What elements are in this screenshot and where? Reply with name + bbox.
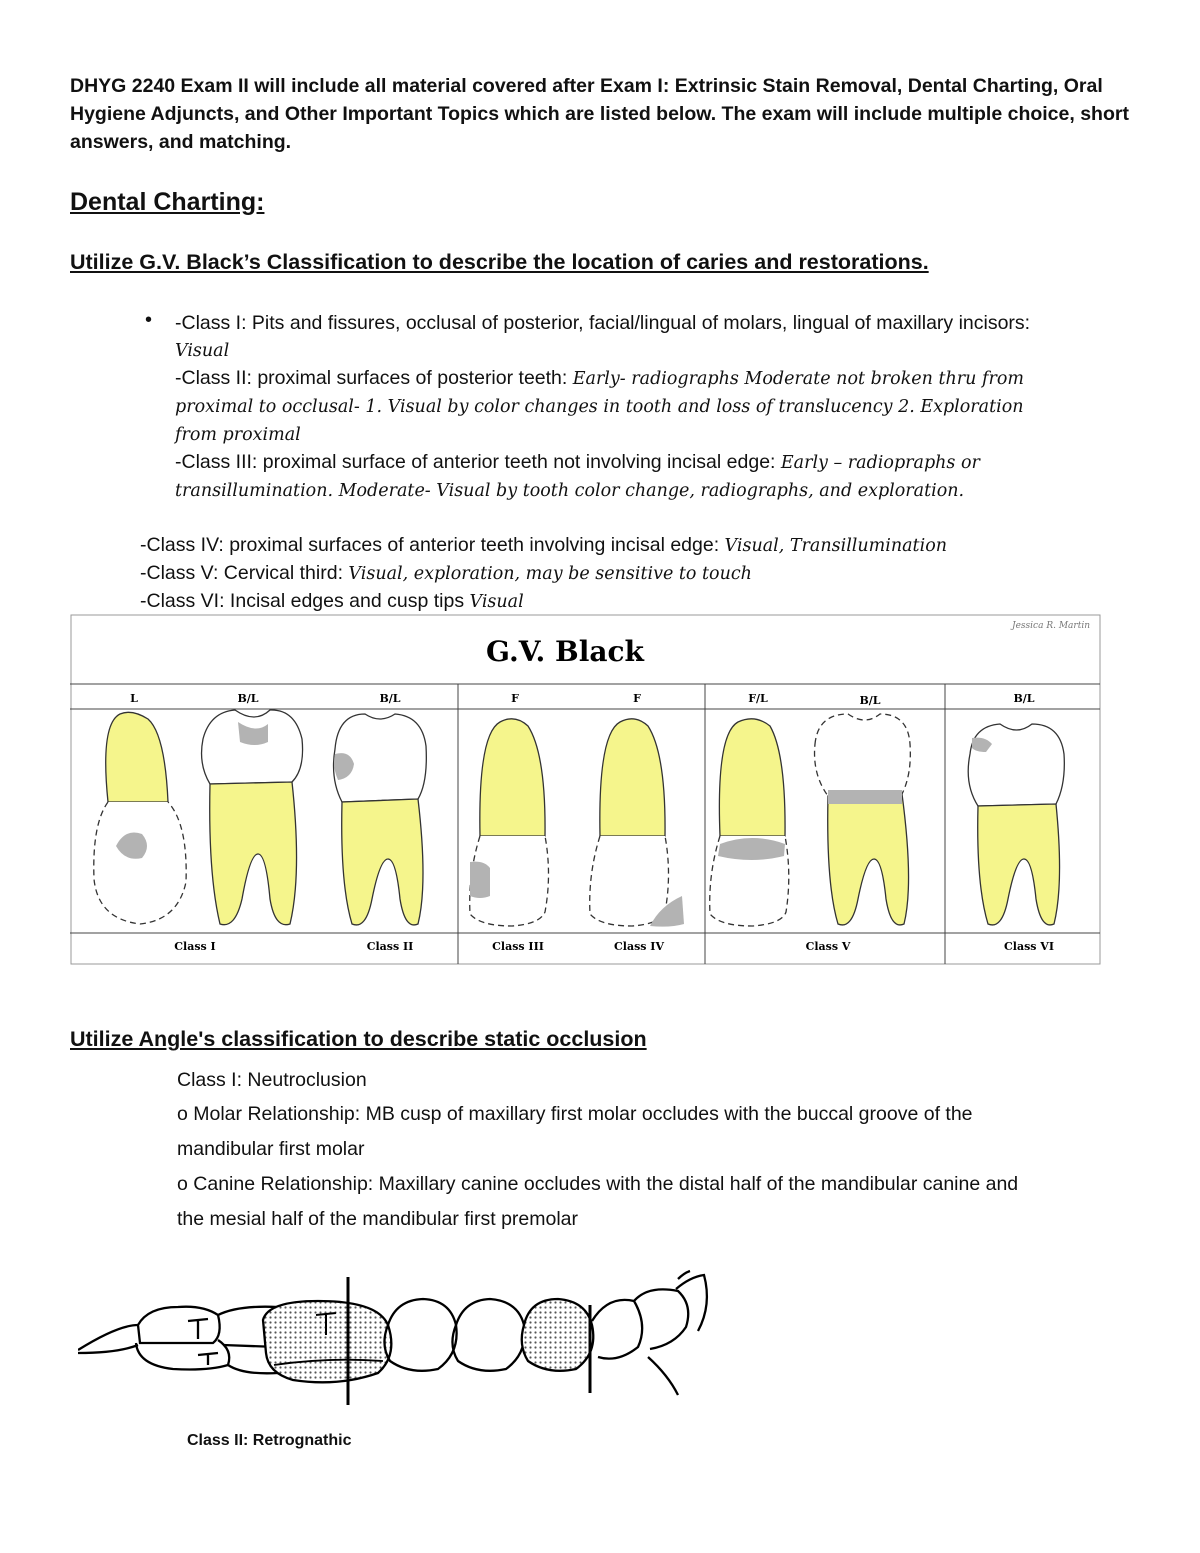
gv-class-text: -Class III: proximal surface of anterior teeth not involving incisal edge: [175, 451, 781, 473]
surface-label: F [633, 692, 641, 705]
angle-line: mandibular first molar [177, 1138, 365, 1160]
heading-angle-classification: Utilize Angle's classification to describe static occlusion [70, 1027, 647, 1051]
gv-class-line [175, 364, 1024, 393]
figure-credit: Jessica R. Martin [1012, 621, 1090, 631]
gv-class-line [140, 587, 524, 616]
gv-class-line [175, 420, 301, 449]
gv-class-line [175, 448, 980, 477]
angle-line: o Canine Relationship: Maxillary canine occludes with the distal half of the mandibular canine and [177, 1173, 1019, 1195]
gv-black-figure [70, 614, 1102, 966]
gv-class-detection: Visual, Transillumination [724, 536, 947, 556]
gv-class-detection: transillumination. Moderate- Visual by tooth color change, radiographs, and exploration. [175, 481, 965, 501]
class-label: Class IV [614, 940, 664, 953]
gv-class-detection: from proximal [175, 425, 301, 445]
occlusion-diagram [78, 1265, 718, 1415]
gv-class-detection: Early- radiographs Moderate not broken thru from [572, 369, 1024, 389]
surface-label: B/L [1013, 692, 1035, 705]
gv-class-detection: Visual [175, 341, 230, 361]
gv-class-detection: proximal to occlusal- 1. Visual by color changes in tooth and loss of translucency 2. Exploration [175, 397, 1024, 417]
gv-class-line [175, 392, 1024, 421]
surface-label: L [130, 692, 138, 705]
gv-class-text: -Class II: proximal surfaces of posterior teeth: [175, 367, 573, 389]
gv-class-line [175, 336, 229, 365]
surface-label: F [511, 692, 519, 705]
surface-label: F/L [748, 692, 768, 705]
surface-label: B/L [237, 692, 259, 705]
gv-class-text: -Class V: Cervical third: [140, 562, 349, 584]
class-label: Class III [492, 940, 544, 953]
heading-gv-black: Utilize G.V. Black’s Classification to describe the location of caries and restorations. [70, 250, 929, 274]
surface-label: B/L [859, 694, 881, 707]
class-label: Class I [174, 940, 216, 953]
surface-label: B/L [379, 692, 401, 705]
gv-class-text: -Class IV: proximal surfaces of anterior teeth involving incisal edge: [140, 534, 725, 556]
heading-dental-charting: Dental Charting: [70, 188, 265, 216]
gv-class-line [175, 476, 964, 505]
angle-line: o Molar Relationship: MB cusp of maxillary first molar occludes with the buccal groove of the [177, 1103, 973, 1125]
class2-caption: Class II: Retrognathic [187, 1432, 352, 1449]
angle-line: the mesial half of the mandibular first premolar [177, 1208, 579, 1230]
bullet-icon: • [145, 309, 153, 331]
gv-class-detection: Visual [469, 592, 524, 612]
angle-line: Class I: Neutroclusion [177, 1069, 367, 1091]
class-label: Class VI [1004, 940, 1054, 953]
gv-class-line [140, 531, 947, 560]
gv-class-text: -Class VI: Incisal edges and cusp tips [140, 590, 470, 612]
intro-paragraph: DHYG 2240 Exam II will include all material covered after Exam I: Extrinsic Stain Removal, Dental Charting, Oral Hygiene Adjuncts, and Other Important Topics which are listed below. The exam will include multiple choice, short answers, and matching. [70, 75, 1129, 153]
class-label: Class II [366, 940, 414, 953]
gv-class-line [140, 559, 752, 588]
gv-class-text: -Class I: Pits and fissures, occlusal of posterior, facial/lingual of molars, lingual of maxillary incisors: [175, 312, 1031, 334]
class-label: Class V [805, 940, 851, 953]
gv-class-detection: Visual, exploration, may be sensitive to touch [348, 564, 752, 584]
figure-title: G.V. Black [486, 635, 644, 668]
gv-class-line [175, 309, 1030, 338]
gv-class-detection: Early – radiopraphs or [780, 453, 980, 473]
